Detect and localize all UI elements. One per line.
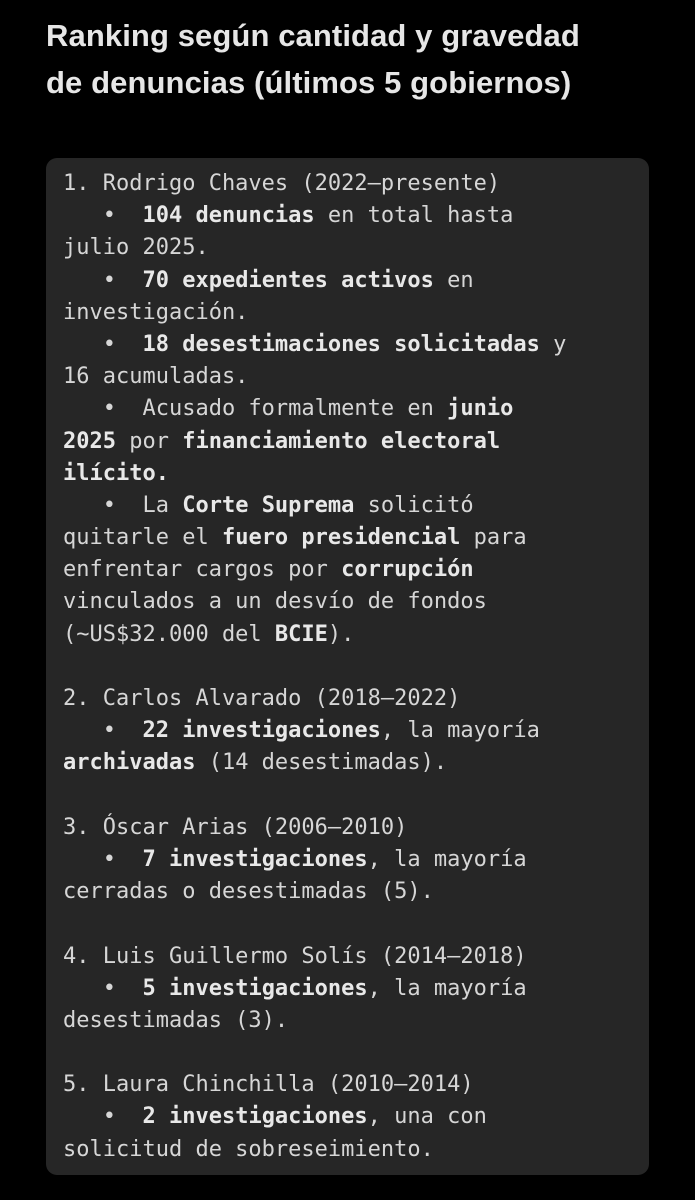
ranking-item-line (63, 265, 649, 297)
blank-line (63, 651, 649, 683)
bold-text: Corte Suprema (182, 492, 355, 518)
blank-line (63, 1037, 649, 1069)
ranking-item-title: 4. Luis Guillermo Solís (2014—2018) (63, 943, 527, 969)
ranking-item-line (63, 1005, 649, 1037)
ranking-item-title: 5. Laura Chinchilla (2010—2014) (63, 1072, 474, 1098)
bold-text: 18 desestimaciones solicitadas (142, 331, 540, 357)
ranking-item-line (63, 297, 649, 329)
ranking-item-line (63, 522, 649, 554)
ranking-code-block (46, 158, 649, 1175)
text-segment: (~US$32.000 del (63, 621, 275, 647)
text-segment: investigación. (63, 299, 249, 325)
bold-text: 104 denuncias (142, 203, 315, 229)
bold-text: 22 investigaciones (142, 718, 381, 744)
text-segment: • La (63, 492, 183, 518)
blank-line (63, 908, 649, 940)
text-segment: quitarle el (63, 525, 222, 551)
text-segment: , una con (367, 1104, 487, 1130)
ranking-item-line (63, 715, 649, 747)
text-segment: desestimadas (3). (63, 1007, 289, 1033)
text-segment: • (63, 331, 143, 357)
ranking-item-line (63, 973, 649, 1005)
text-segment: • (63, 846, 143, 872)
ranking-item-line (63, 844, 649, 876)
text-segment: • (63, 718, 143, 744)
text-segment: en total hasta (314, 203, 514, 229)
bold-text: 70 expedientes activos (142, 267, 434, 293)
ranking-item-line (63, 393, 649, 425)
text-segment: 16 acumuladas. (63, 364, 249, 390)
ranking-item-line (63, 458, 649, 490)
ranking-item-line (63, 232, 649, 264)
text-segment: • (63, 975, 143, 1001)
ranking-item-line (63, 747, 649, 779)
text-segment: enfrentar cargos por (63, 557, 342, 583)
text-segment: (14 desestimadas). (195, 750, 448, 776)
heading-line-1: Ranking según cantidad y gravedad (46, 18, 580, 53)
text-segment: solicitud de sobreseimiento. (63, 1136, 434, 1162)
text-segment: • (63, 267, 143, 293)
text-segment: para (460, 525, 527, 551)
bold-text: BCIE (274, 621, 328, 647)
ranking-item-title: 3. Óscar Arias (2006—2010) (63, 814, 408, 840)
ranking-item-line (63, 586, 649, 618)
text-segment: , la mayoría (367, 975, 527, 1001)
ranking-item-line (63, 426, 649, 458)
text-segment: en (433, 267, 474, 293)
ranking-item-line (63, 1134, 649, 1166)
ranking-item-line (63, 329, 649, 361)
bold-text: ilícito. (63, 460, 169, 486)
ranking-item-line (63, 361, 649, 393)
ranking-item-line (63, 619, 649, 651)
bold-text: fuero presidencial (221, 525, 461, 551)
bold-text: archivadas (63, 750, 196, 776)
text-segment: • (63, 203, 143, 229)
text-segment: • (63, 1104, 143, 1130)
ranking-item-title: 2. Carlos Alvarado (2018—2022) (63, 686, 461, 711)
page-heading (46, 12, 666, 106)
text-segment: vinculados a un desvío de fondos (63, 589, 487, 615)
text-segment: , la mayoría (367, 846, 527, 872)
ranking-item-line (63, 1101, 649, 1133)
text-segment: y (539, 331, 567, 357)
ranking-item-line (63, 554, 649, 586)
text-segment: por (115, 428, 183, 454)
ranking-item-line (63, 876, 649, 908)
bold-text: junio (447, 396, 514, 422)
bold-text: corrupción (341, 557, 474, 583)
text-segment: ). (327, 621, 355, 647)
blank-line (63, 780, 649, 812)
text-segment: julio 2025. (63, 235, 209, 261)
ranking-item-title: 1. Rodrigo Chaves (2022—presente) (63, 171, 501, 196)
text-segment: solicitó (354, 492, 474, 518)
bold-text: 2 investigaciones (142, 1104, 368, 1130)
ranking-item-line (63, 490, 649, 522)
bold-text: 5 investigaciones (142, 975, 368, 1001)
heading-line-2: de denuncias (últimos 5 gobiernos) (46, 65, 572, 100)
bold-text: financiamiento electoral (182, 428, 501, 454)
ranking-item-line (63, 200, 649, 232)
bold-text: 7 investigaciones (142, 846, 368, 872)
text-segment: • Acusado formalmente en (63, 396, 448, 422)
text-segment: cerradas o desestimadas (5). (63, 879, 434, 905)
text-segment: , la mayoría (380, 718, 540, 744)
bold-text: 2025 (63, 428, 116, 454)
